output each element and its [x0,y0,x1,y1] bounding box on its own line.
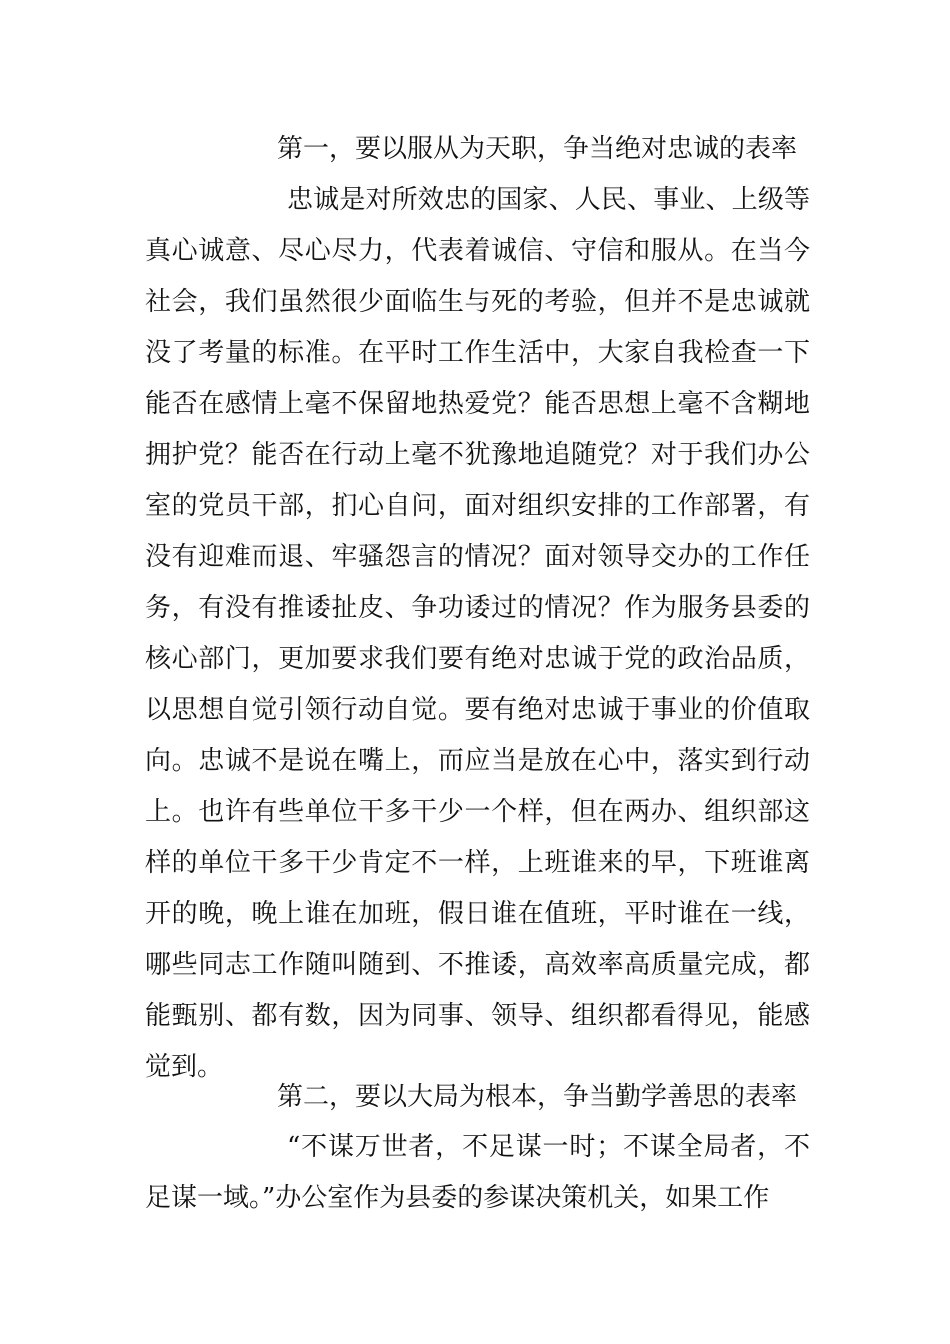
section-heading-2: 第二，要以大局为根本，争当勤学善思的表率 [277,1082,798,1112]
section-paragraph-2: “不谋万世者，不足谋一时；不谋全局者，不足谋一域。”办公室作为县委的参谋决策机关，如果工作 [145,1132,810,1213]
section-paragraph-1: 忠诚是对所效忠的国家、人民、事业、上级等真心诚意、尽心尽力，代表着诚信、守信和服从。在当今社会，我们虽然很少面临生与死的考验，但并不是忠诚就没了考量的标准。在平时工作生活中，大家自我检查一下能否在感情上毫不保留地热爱党？能否思想上毫不含糊地拥护党？能否在行动上毫不犹豫地追随党？对于我们办公室的党员干部，扪心自问，面对组织安排的工作部署，有没有迎难而退、牢骚怨言的情况？面对领导交办的工作任务，有没有推诿扯皮、争功诿过的情况？作为服务县委的核心部门，更加要求我们要有绝对忠诚于党的政治品质，以思想自觉引领行动自觉。要有绝对忠诚于事业的价值取向。忠诚不是说在嘴上，而应当是放在心中，落实到行动上。也许有些单位干多干少一个样，但在两办、组织部这样的单位干多干少肯定不一样，上班谁来的早，下班谁离开的晚，晚上谁在加班，假日谁在值班，平时谁在一线，哪些同志工作随叫随到、不推诿，高效率高质量完成，都能甄别、都有数，因为同事、领导、组织都看得见，能感觉到。 [145,185,810,1082]
section-heading-1: 第一，要以服从为天职，争当绝对忠诚的表率 [277,134,798,164]
